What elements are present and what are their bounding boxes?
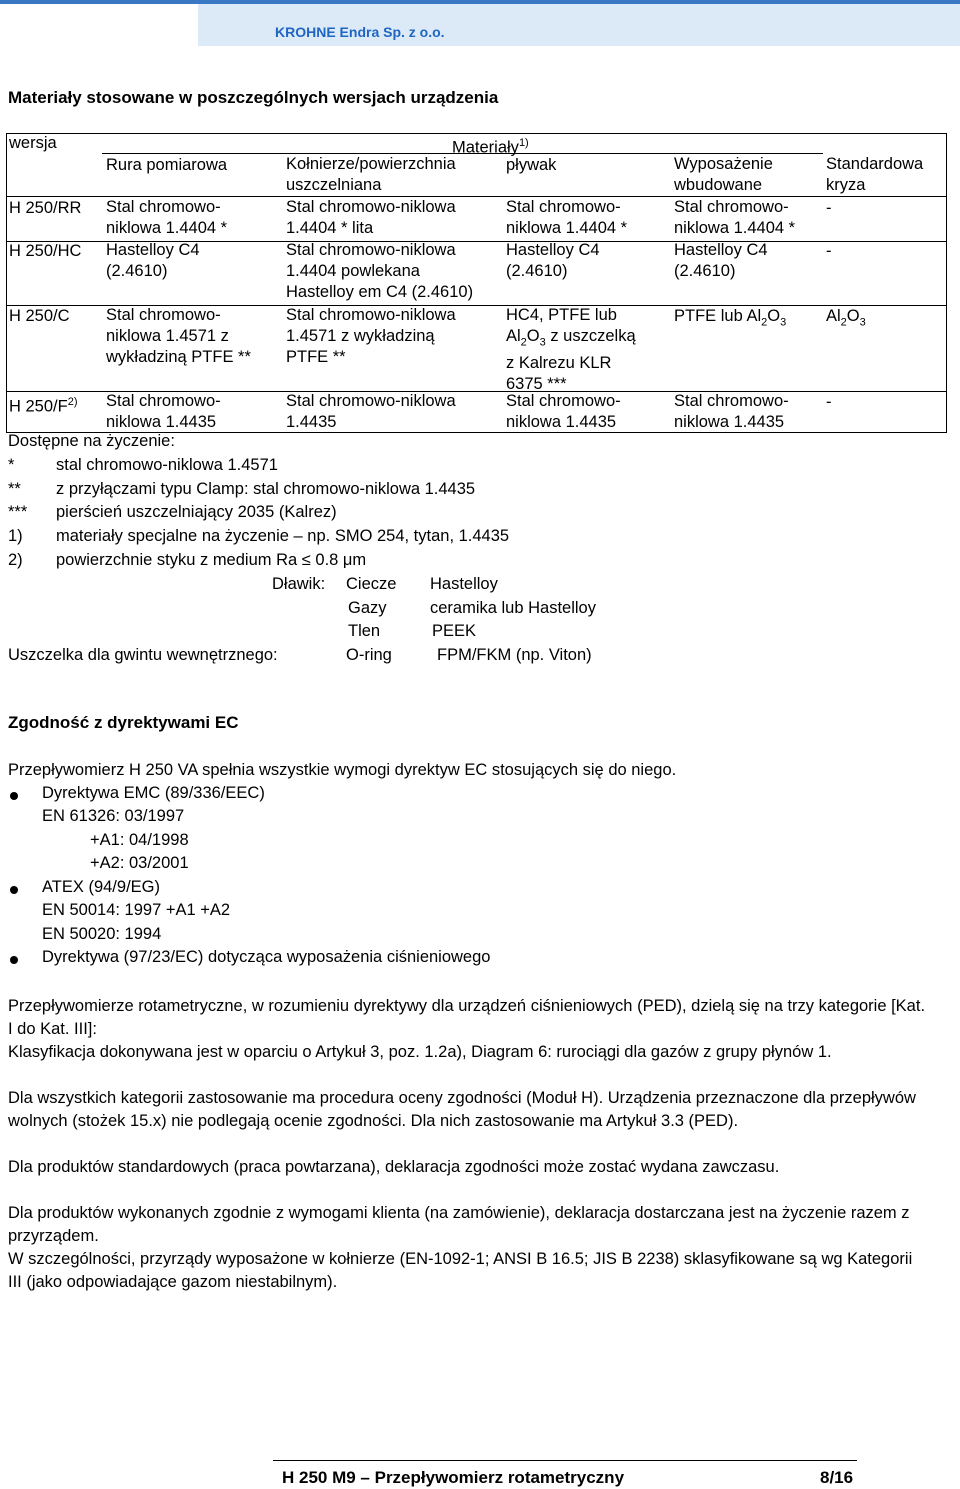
ec-paragraph-3: Dla wszystkich kategorii zastosowanie ma procedura oceny zgodności (Moduł H). Urządzenia przeznaczone dla przepływów wolnych (stożek 15.x) nie podlegają ocenie zgodności. Dla nich zastosowanie ma Artykuł 3.3 (PED). <box>8 1089 916 1130</box>
bullet-icon <box>10 956 18 964</box>
note-3-mark: *** <box>8 503 28 521</box>
footer-line <box>273 1460 857 1461</box>
col-plywak: pływak <box>506 156 557 174</box>
row4-wyposazenie: Stal chromowo- niklowa 1.4435 <box>674 392 789 431</box>
footer-page-number: 8/16 <box>820 1468 854 1487</box>
ec-bullet-3: Dyrektywa (97/23/EC) dotycząca wyposażenia ciśnieniowego <box>42 948 491 966</box>
row2-kryza: - <box>826 242 832 260</box>
note-2-mark: ** <box>8 480 21 498</box>
note-4: materiały specjalne na życzenie – np. SMO 254, tytan, 1.4435 <box>56 527 510 545</box>
ec-bullet-2: ATEX (94/9/EG) <box>42 878 160 896</box>
dlawik-label: Dławik: <box>272 575 326 593</box>
row2-rura: Hastelloy C4 (2.4610) <box>106 241 200 280</box>
dlawik-tlen: Tlen <box>348 622 381 640</box>
col-rura: Rura pomiarowa <box>106 156 228 174</box>
dlawik-tlen-value: PEEK <box>432 622 477 640</box>
section-title-ec: Zgodność z dyrektywami EC <box>8 713 239 732</box>
section-title-materials: Materiały stosowane w poszczególnych wersjach urządzenia <box>8 88 499 107</box>
ec-bullet-1: Dyrektywa EMC (89/336/EEC) <box>42 784 265 802</box>
row3-kolnierze: Stal chromowo-niklowa 1.4571 z wykładziną PTFE ** <box>286 306 456 366</box>
row3-rura: Stal chromowo- niklowa 1.4571 z wykładziną PTFE ** <box>106 306 251 366</box>
row2-wyposazenie: Hastelloy C4 (2.4610) <box>674 241 768 280</box>
row2-plywak: Hastelloy C4 (2.4610) <box>506 241 600 280</box>
ec-paragraph-6: W szczególności, przyrządy wyposażone w kołnierze (EN-1092-1; ANSI B 16.5; JIS B 2238) sklasyfikowane są wg Kategorii III (jako odpowiadające gazom niestabilnym). <box>8 1250 913 1291</box>
ec-b2-line-1: EN 50014: 1997 +A1 +A2 <box>42 901 231 919</box>
table-frame <box>6 133 947 433</box>
note-1-mark: * <box>8 456 15 474</box>
note-1: stal chromowo-niklowa 1.4571 <box>56 456 278 474</box>
ec-b1-line-2: +A1: 04/1998 <box>90 831 189 849</box>
note-2: z przyłączami typu Clamp: stal chromowo-niklowa 1.4435 <box>56 480 476 498</box>
row1-kolnierze: Stal chromowo-niklowa 1.4404 * lita <box>286 198 456 237</box>
col-wersja: wersja <box>9 134 57 152</box>
ec-b1-line-3: +A2: 03/2001 <box>90 854 189 872</box>
uszczelka-oring-value: FPM/FKM (np. Viton) <box>437 646 592 664</box>
ec-intro: Przepływomierz H 250 VA spełnia wszystkie wymogi dyrektyw EC stosujących się do niego. <box>8 761 677 779</box>
row4-rura: Stal chromowo- niklowa 1.4435 <box>106 392 221 431</box>
row4-kryza: - <box>826 393 832 411</box>
row2-kolnierze: Stal chromowo-niklowa 1.4404 powlekana Hastelloy em C4 (2.4610) <box>286 241 474 301</box>
col-kolnierze: Kołnierze/powierzchnia uszczelniana <box>286 155 456 194</box>
ec-paragraph-4: Dla produktów standardowych (praca powtarzana), deklaracja zgodności może zostać wydana zawczasu. <box>8 1158 780 1176</box>
row3-kryza: $Al_2O_3$ <box>826 307 866 329</box>
ec-b2-line-2: EN 50020: 1994 <box>42 925 162 943</box>
ec-paragraph-1: Przepływomierze rotametryczne, w rozumieniu dyrektywy dla urządzeń ciśnieniowych (PED), dzielą się na trzy kategorie [Kat. I do Kat. III]: <box>8 997 926 1038</box>
ec-paragraph-5: Dla produktów wykonanych zgodnie z wymogami klienta (na zamówienie), deklaracja dostarczana jest na życzenie razem z przyrządem. <box>8 1204 910 1245</box>
dlawik-ciecze-value: Hastelloy <box>430 575 498 593</box>
row4-plywak: Stal chromowo- niklowa 1.4435 <box>506 392 621 431</box>
note-3: pierścień uszczelniający 2035 (Kalrez) <box>56 503 337 521</box>
row1-wyposazenie: Stal chromowo- niklowa 1.4404 * <box>674 198 796 237</box>
bullet-icon <box>10 886 18 894</box>
row4-wersja: H $250/F^{2)}$ <box>9 396 78 416</box>
dlawik-ciecze: Ciecze <box>346 575 397 593</box>
row3-wyposazenie: PTFE lub $Al_2O_3$ <box>674 307 787 329</box>
row3-plywak: HC4, PTFE lub $Al_2O_3$ z uszczelką z Kalrezu KLR 6375 *** <box>506 306 636 394</box>
row1-plywak: Stal chromowo- niklowa 1.4404 * <box>506 198 628 237</box>
uszczelka-label: Uszczelka dla gwintu wewnętrznego: <box>8 646 278 664</box>
notes-heading: Dostępne na życzenie: <box>8 432 175 450</box>
bullet-icon <box>10 792 18 800</box>
ec-b1-line-1: EN 61326: 03/1997 <box>42 807 185 825</box>
row1-rura: Stal chromowo- niklowa 1.4404 * <box>106 198 228 237</box>
ec-paragraph-2: Klasyfikacja dokonywana jest w oparciu o Artykuł 3, poz. 1.2a), Diagram 6: rurociągi dla gazów z grupy płynów 1. <box>8 1043 832 1061</box>
dlawik-gazy: Gazy <box>348 599 387 617</box>
note-5-mark: 2) <box>8 551 23 569</box>
row1-kryza: - <box>826 199 832 217</box>
col-materials: Materiały$^{1)}$ <box>452 137 529 157</box>
header-bar-left <box>0 0 198 4</box>
note-4-mark: 1) <box>8 527 23 545</box>
row2-wersja: H 250/HC <box>9 242 82 260</box>
row3-wersja: H 250/C <box>9 307 70 325</box>
note-5: powierzchnie styku z medium Ra ≤ 0.8 μm <box>56 551 367 569</box>
footer-doc-title: H 250 M9 – Przepływomierz rotametryczny <box>282 1468 625 1487</box>
company-name: KROHNE Endra Sp. z o.o. <box>275 24 445 40</box>
row1-wersja: H 250/RR <box>9 199 82 217</box>
dlawik-gazy-value: ceramika lub Hastelloy <box>430 599 596 617</box>
row4-kolnierze: Stal chromowo-niklowa 1.4435 <box>286 392 456 431</box>
uszczelka-oring: O-ring <box>346 646 392 664</box>
col-kryza: Standardowa kryza <box>826 155 924 194</box>
col-wyposazenie: Wyposażenie wbudowane <box>674 155 773 194</box>
